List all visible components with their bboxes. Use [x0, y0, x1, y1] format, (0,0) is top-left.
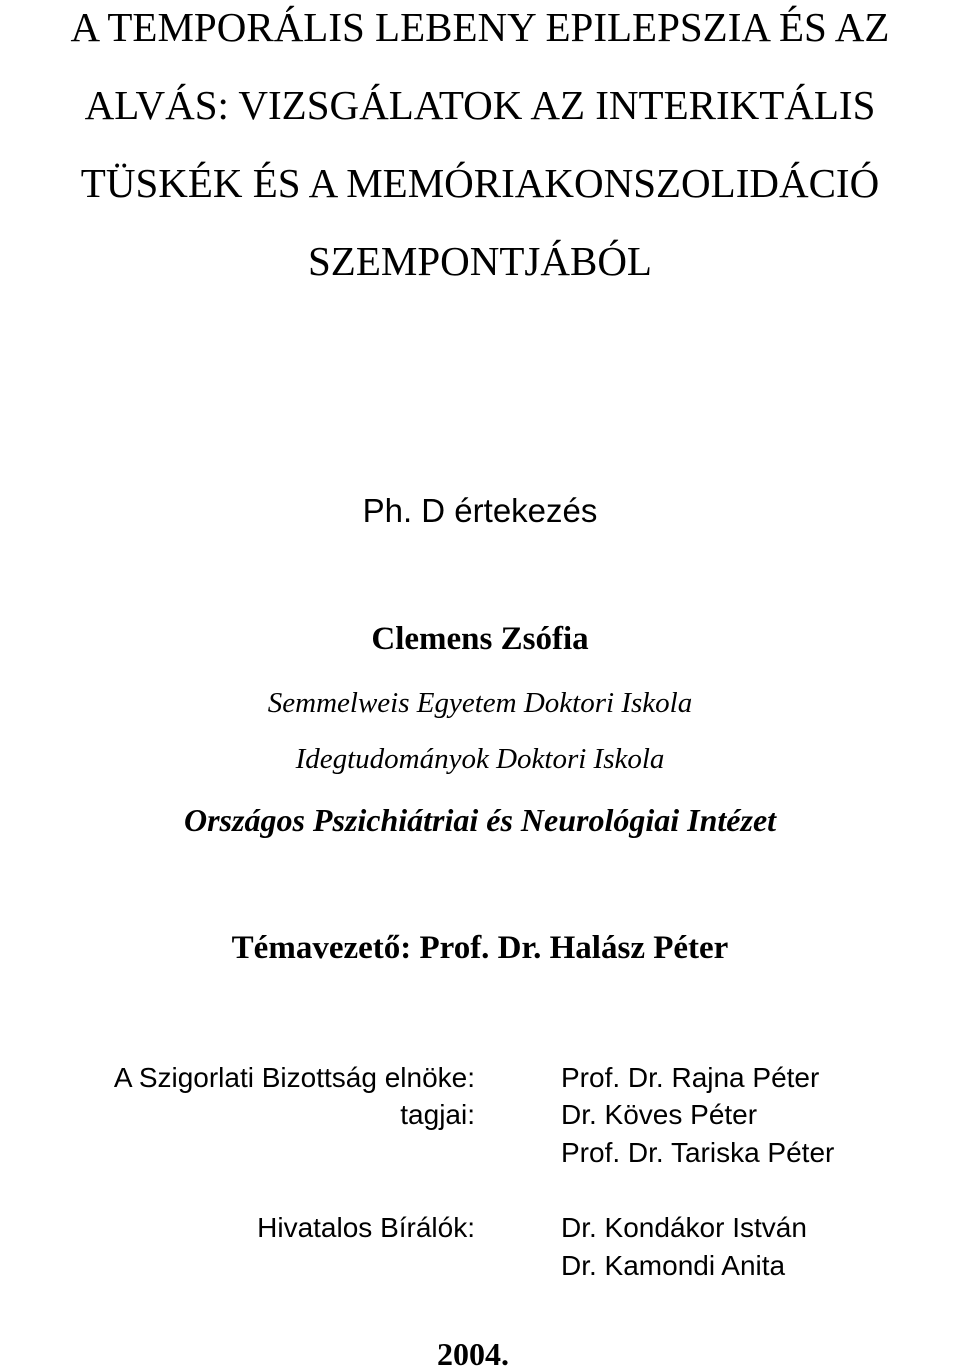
reviewer-1: Dr. Kondákor István	[561, 1212, 807, 1243]
year: 2004.	[437, 1336, 509, 1372]
committee-chair-name: Prof. Dr. Rajna Péter	[561, 1062, 820, 1093]
institution-university: Semmelweis Egyetem Doktori Iskola	[267, 687, 693, 719]
reviewer-2: Dr. Kamondi Anita	[561, 1250, 786, 1281]
title-line-4: SZEMPONTJÁBÓL	[308, 238, 652, 284]
supervisor: Témavezető: Prof. Dr. Halász Péter	[231, 930, 729, 966]
committee-member-2: Prof. Dr. Tariska Péter	[561, 1137, 835, 1168]
institution-doctoral-school: Idegtudományok Doktori Iskola	[295, 743, 665, 775]
committee-chair-label: A Szigorlati Bizottság elnöke:	[113, 1062, 475, 1093]
committee-members-label: tagjai:	[400, 1099, 475, 1130]
title-line-2: ALVÁS: VIZSGÁLATOK AZ INTERIKTÁLIS	[84, 82, 876, 128]
degree-label: Ph. D értekezés	[362, 492, 598, 529]
committee-member-1: Dr. Köves Péter	[561, 1099, 758, 1130]
author-name: Clemens Zsófia	[371, 621, 589, 657]
institution-institute: Országos Pszichiátriai és Neurológiai Intézet	[183, 802, 777, 838]
reviewers-label: Hivatalos Bírálók:	[257, 1212, 475, 1243]
title-line-3: TÜSKÉK ÉS A MEMÓRIAKONSZOLIDÁCIÓ	[80, 160, 880, 206]
title-line-1: A TEMPORÁLIS LEBENY EPILEPSZIA ÉS AZ	[70, 4, 890, 50]
